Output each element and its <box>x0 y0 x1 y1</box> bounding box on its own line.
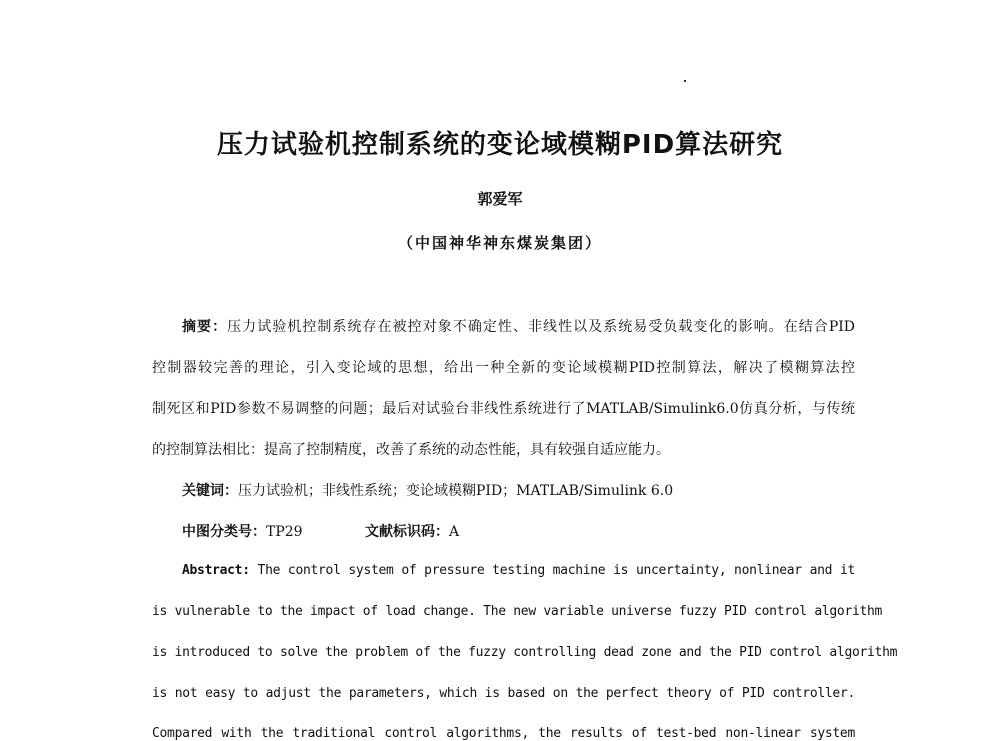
abstract-en-line-2: is vulnerable to the impact of load change. The new variable universe fuzzy PID control algorithm <box>152 604 883 619</box>
abstract-cn-label: 摘要： <box>182 319 228 335</box>
abstract-cn-line-3: 制死区和PID参数不易调整的问题；最后对试验台非线性系统进行了MATLAB/Simulink6.0仿真分析，与传统 <box>152 401 855 417</box>
clc-number: 中图分类号：TP29 <box>182 524 303 540</box>
abstract-en-line-1: Abstract: The control system of pressure testing machine is uncertainty, nonlinear and it <box>182 563 856 578</box>
paper-title: 压力试验机控制系统的变论域模糊PID算法研究 <box>216 130 784 160</box>
abstract-en-line-3: is introduced to solve the problem of the fuzzy controlling dead zone and the PID control algorithm <box>152 645 898 660</box>
abstract-en-label: Abstract: <box>182 563 250 578</box>
scan-speck <box>684 80 686 82</box>
abstract-en-line-4: is not easy to adjust the parameters, which is based on the perfect theory of PID controller. <box>152 686 855 701</box>
author: 郭爱军 <box>477 190 523 208</box>
keywords-label: 关键词： <box>182 483 238 499</box>
document-code: 文献标识码：A <box>365 524 460 540</box>
abstract-cn-line-4: 的控制算法相比：提高了控制精度，改善了系统的动态性能，具有较强自适应能力。 <box>152 442 670 458</box>
abstract-cn-line-1: 摘要：压力试验机控制系统存在被控对象不确定性、非线性以及系统易受负载变化的影响。在结合PID <box>182 319 855 335</box>
affiliation: （中国神华神东煤炭集团） <box>397 234 602 252</box>
abstract-cn-line-2: 控制器较完善的理论，引入变论域的思想，给出一种全新的变论域模糊PID控制算法，解决了模糊算法控 <box>152 360 855 376</box>
abstract-en-line-5: Compared with the traditional control algorithms, the results of test-bed non-linear system <box>152 726 855 741</box>
keywords: 关键词：压力试验机；非线性系统；变论域模糊PID；MATLAB/Simulink 6.0 <box>182 483 674 499</box>
